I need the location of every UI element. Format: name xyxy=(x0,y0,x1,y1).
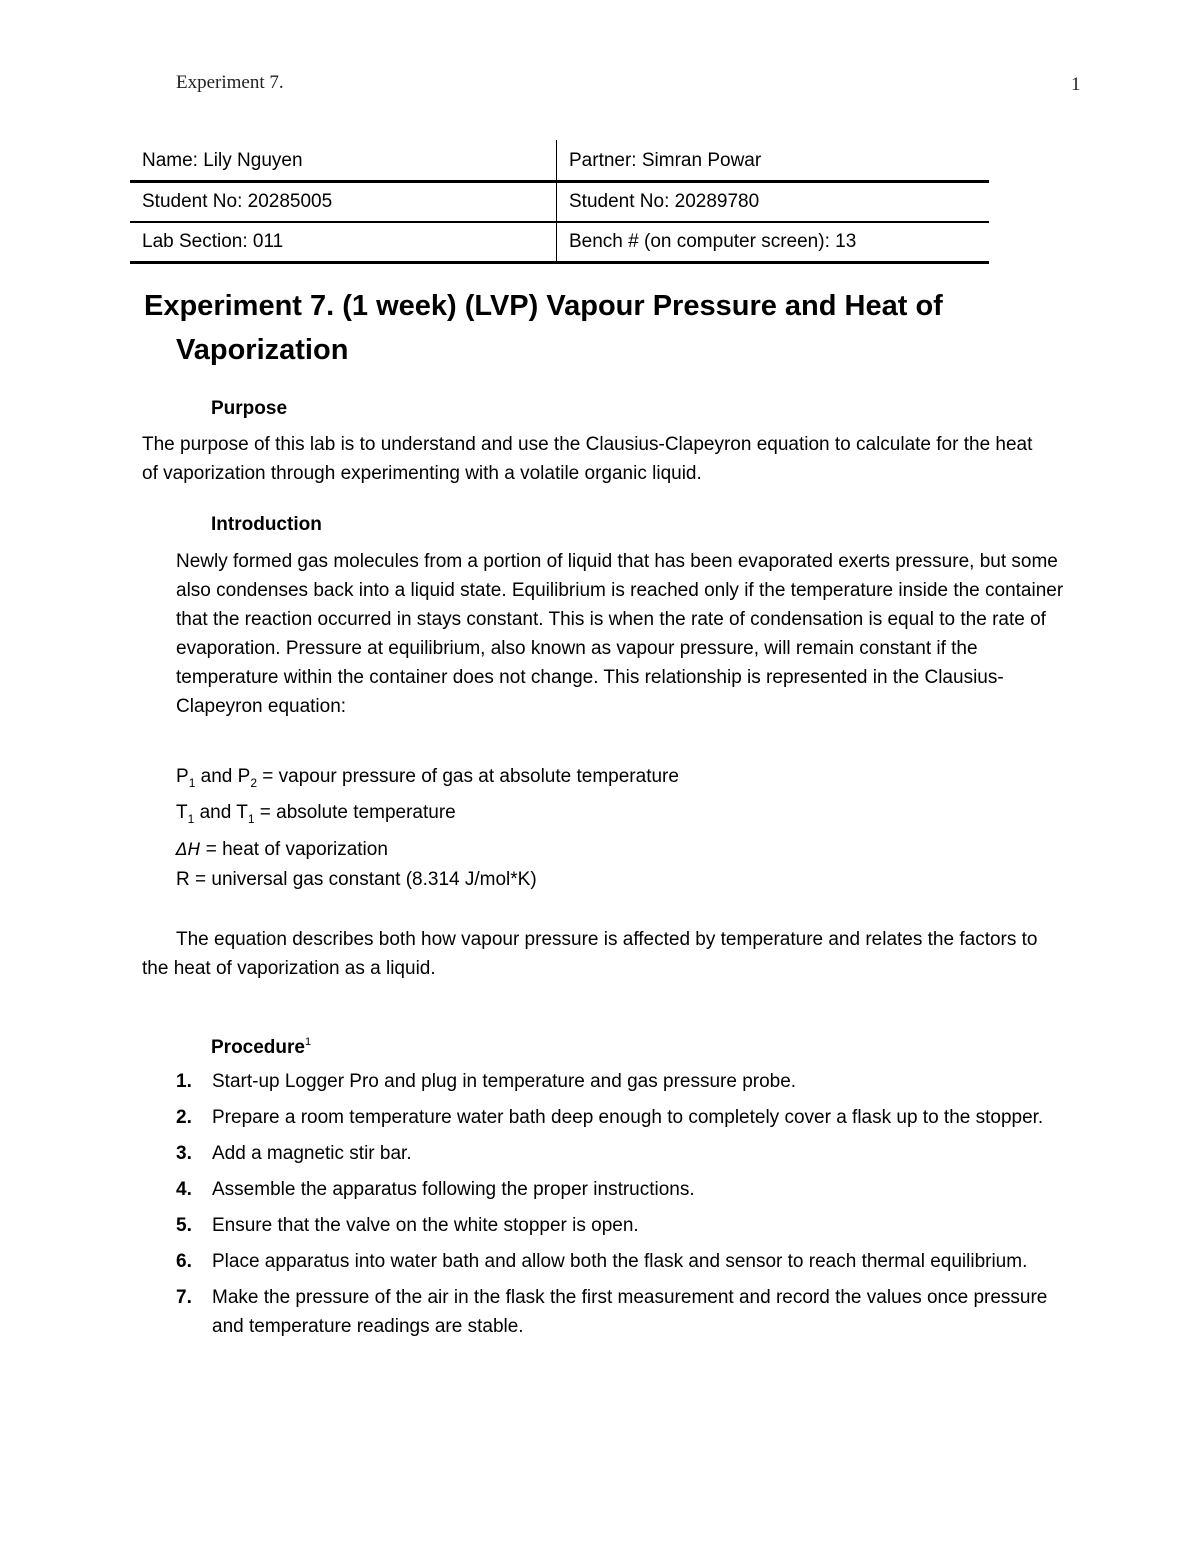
purpose-heading: Purpose xyxy=(211,398,288,419)
procedure-heading-text: Procedure xyxy=(211,1037,305,1058)
procedure-step xyxy=(176,1103,1056,1132)
step-number: 7. xyxy=(176,1287,192,1308)
partner-student-no-cell: Student No: 20289780 xyxy=(557,182,990,223)
var-p-description: = vapour pressure of gas at absolute temperature xyxy=(257,766,679,787)
var-t2-symbol: and T xyxy=(194,802,248,823)
title-line-2: Vaporization xyxy=(176,334,349,366)
document-title xyxy=(144,284,1024,372)
step-number: 2. xyxy=(176,1107,192,1128)
var-dh-symbol: ΔH xyxy=(176,840,201,860)
table-row xyxy=(130,140,989,182)
procedure-step xyxy=(176,1175,1056,1204)
var-p2-subscript: 2 xyxy=(250,775,257,790)
step-number: 6. xyxy=(176,1251,192,1272)
footnote-marker: 1 xyxy=(304,1036,312,1048)
step-number: 4. xyxy=(176,1179,192,1200)
equation-description: The equation describes both how vapour pressure is affected by temperature and relates the factors to the heat of vaporization as a liquid. xyxy=(142,929,1038,979)
title-line-1: Experiment 7. (1 week) (LVP) Vapour Pressure and Heat of xyxy=(144,290,943,322)
variable-r-definition: R = universal gas constant (8.314 J/mol*K) xyxy=(176,869,537,890)
procedure-step xyxy=(176,1283,1056,1341)
step-number: 3. xyxy=(176,1143,192,1164)
step-text: Make the pressure of the air in the flask the first measurement and record the values once pressure and temperature readings are stable. xyxy=(212,1287,1048,1337)
procedure-step xyxy=(176,1139,1056,1168)
name-cell: Name: Lily Nguyen xyxy=(130,140,557,182)
variable-p-definition xyxy=(176,766,679,790)
step-number: 1. xyxy=(176,1071,192,1092)
procedure-step xyxy=(176,1067,1056,1096)
partner-cell: Partner: Simran Powar xyxy=(557,140,990,182)
var-t1-symbol: T xyxy=(176,802,188,823)
var-dh-description: = heat of vaporization xyxy=(200,839,388,860)
step-text: Prepare a room temperature water bath deep enough to completely cover a flask up to the stopper. xyxy=(212,1107,1044,1128)
step-text: Assemble the apparatus following the proper instructions. xyxy=(212,1179,695,1200)
purpose-text: The purpose of this lab is to understand and use the Clausius-Clapeyron equation to calculate for the heat of vaporization through experimenting with a volatile organic liquid. xyxy=(142,434,1033,484)
variable-t-definition xyxy=(176,802,456,826)
step-text: Place apparatus into water bath and allow both the flask and sensor to reach thermal equilibrium. xyxy=(212,1251,1028,1272)
procedure-heading xyxy=(211,1036,311,1059)
var-p1-subscript: 1 xyxy=(188,775,196,790)
var-t1-subscript: 1 xyxy=(187,811,195,826)
step-number: 5. xyxy=(176,1215,192,1236)
table-row xyxy=(130,222,989,263)
var-p2-symbol: and P xyxy=(195,766,251,787)
table-row xyxy=(130,182,989,223)
var-p1-symbol: P xyxy=(176,766,189,787)
variable-dh-definition xyxy=(176,839,388,861)
var-t-description: = absolute temperature xyxy=(254,802,456,823)
page-number: 1 xyxy=(1071,74,1081,95)
bench-cell: Bench # (on computer screen): 13 xyxy=(557,222,990,263)
step-text: Add a magnetic stir bar. xyxy=(212,1143,412,1164)
introduction-text: Newly formed gas molecules from a portion of liquid that has been evaporated exerts pressure, but some also condenses back into a liquid state. Equilibrium is reached only if the temperature inside the container that the reaction occurred in stays constant. This is when the rate of condensation is equal to the rate of evaporation. Pressure at equilibrium, also known as vapour pressure, will remain constant if the temperature within the container does not change. This relationship is represented in the Clausius-Clapeyron equation: xyxy=(176,551,1064,717)
procedure-step xyxy=(176,1211,1056,1240)
procedure-step xyxy=(176,1247,1056,1276)
student-no-cell: Student No: 20285005 xyxy=(130,182,557,223)
introduction-heading: Introduction xyxy=(211,514,322,535)
step-text: Start-up Logger Pro and plug in temperature and gas pressure probe. xyxy=(212,1071,797,1092)
student-info-table xyxy=(130,140,989,264)
var-t2-subscript: 1 xyxy=(247,811,255,826)
step-text: Ensure that the valve on the white stopper is open. xyxy=(212,1215,639,1236)
running-header: Experiment 7. xyxy=(176,72,284,93)
lab-section-cell: Lab Section: 011 xyxy=(130,222,557,263)
procedure-steps xyxy=(176,1067,1056,1348)
